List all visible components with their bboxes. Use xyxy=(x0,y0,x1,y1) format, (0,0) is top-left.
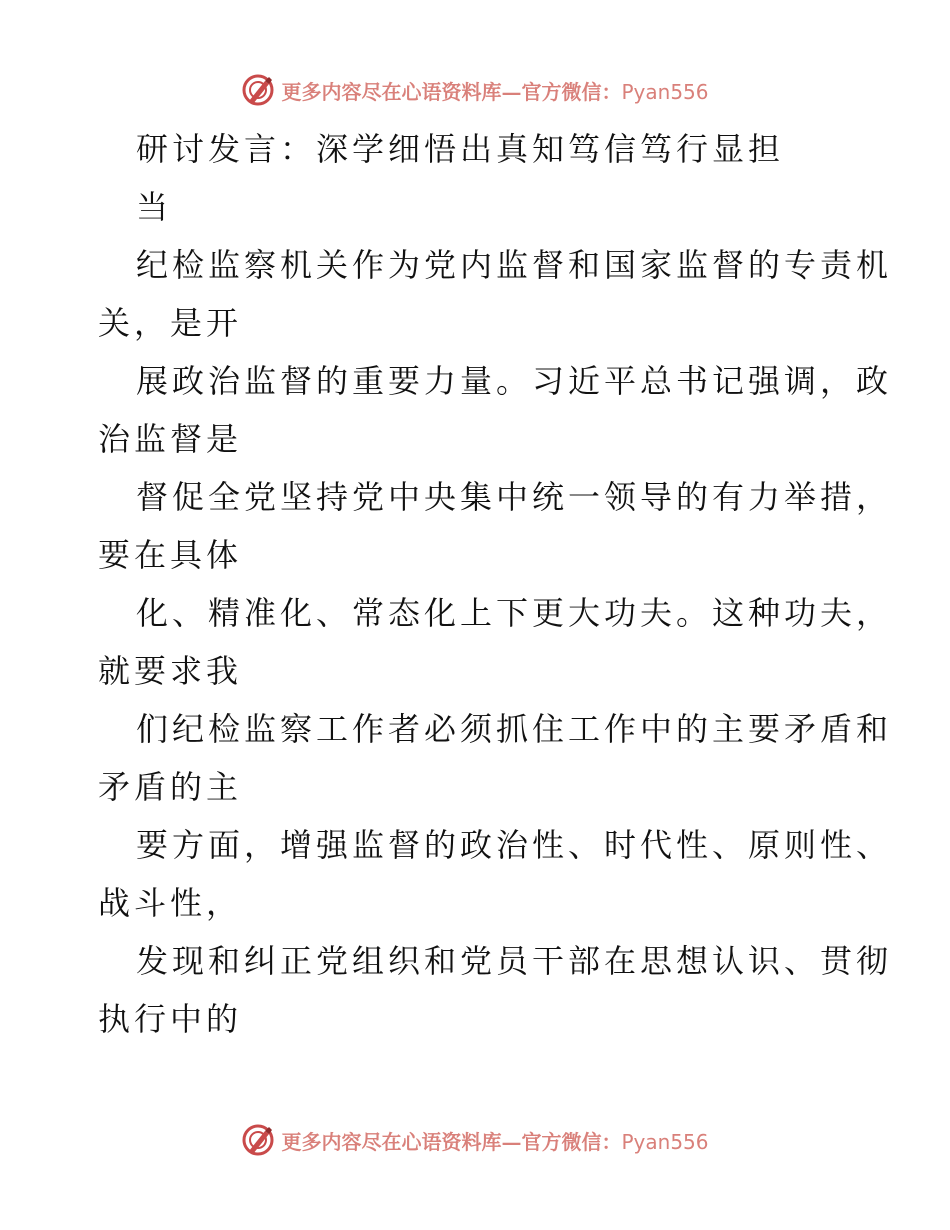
text-line: 展政治监督的重要力量。习近平总书记强调，政 xyxy=(136,362,893,400)
text-line: 们纪检监察工作者必须抓住工作中的主要矛盾和 xyxy=(136,710,893,748)
text-line: 当 xyxy=(136,188,173,226)
header-watermark-text: 更多内容尽在心语资料库—官方微信：Pyan556 xyxy=(281,79,709,104)
text-line: 研讨发言：深学细悟出真知笃信笃行显担 xyxy=(136,130,785,168)
text-line: 发现和纠正党组织和党员干部在思想认识、贯彻 xyxy=(136,942,893,980)
text-line: 执行中的 xyxy=(98,1000,243,1038)
text-line: 就要求我 xyxy=(98,652,243,690)
text-line: 矛盾的主 xyxy=(98,768,243,806)
text-line: 要方面，增强监督的政治性、时代性、原则性、 xyxy=(136,826,893,864)
document-body xyxy=(98,120,893,1048)
text-line: 要在具体 xyxy=(98,536,243,574)
pen-logo-icon xyxy=(241,1123,275,1157)
text-line: 关，是开 xyxy=(98,304,243,342)
text-line: 化、精准化、常态化上下更大功夫。这种功夫， xyxy=(136,594,893,632)
text-line: 纪检监察机关作为党内监督和国家监督的专责机 xyxy=(136,246,893,284)
text-line: 治监督是 xyxy=(98,420,243,458)
footer-watermark-text: 更多内容尽在心语资料库—官方微信：Pyan556 xyxy=(281,1129,709,1154)
pen-logo-icon xyxy=(241,73,275,107)
header-watermark xyxy=(0,70,950,110)
footer-watermark xyxy=(0,1120,950,1160)
text-line: 督促全党坚持党中央集中统一领导的有力举措， xyxy=(136,478,893,516)
text-line: 战斗性， xyxy=(98,884,243,922)
